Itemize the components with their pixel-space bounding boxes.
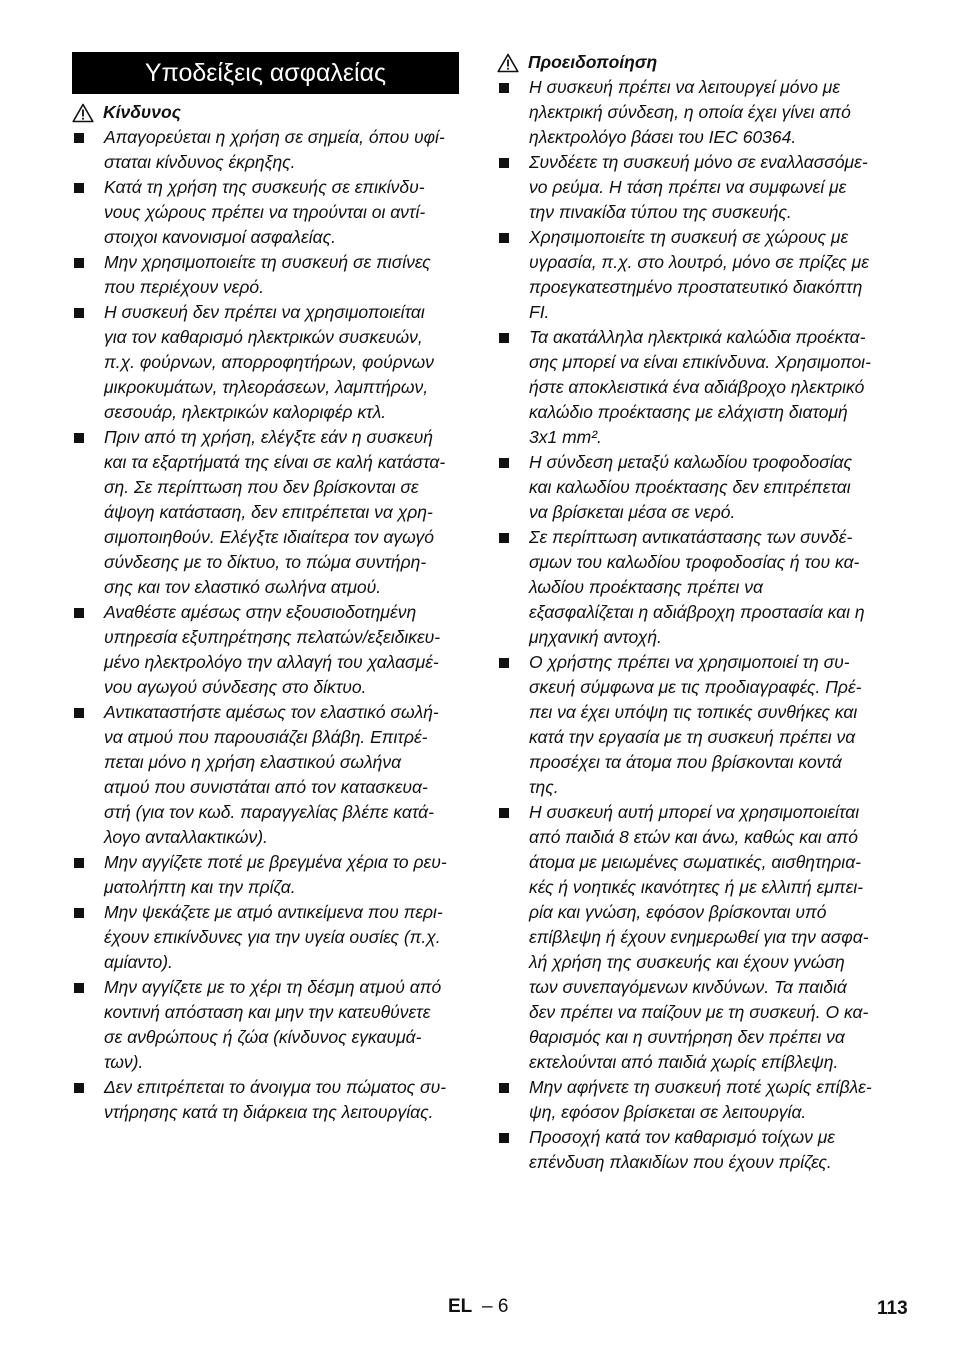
list-item-line: από παιδιά 8 ετών και άνω, καθώς και από [529,827,858,847]
list-item-line: Η συσκευή δεν πρέπει να χρησιμοποιείται [104,302,425,322]
list-item-line: Μην αφήνετε τη συσκευή ποτέ χωρίς επίβλε- [529,1077,872,1097]
list-item-line: προσέχει τα άτομα που βρίσκονται κοντά [529,752,842,772]
list-item [497,1125,889,1175]
danger-heading [72,100,459,125]
list-item-line: νους χώρους πρέπει να τηρούνται οι αντί- [104,202,426,222]
list-item [497,225,889,325]
list-item-line: που περιέχουν νερό. [104,277,264,297]
list-item-line: Συνδέετε τη συσκευή μόνο σε εναλλασσόμε- [529,152,868,172]
list-item-line: σιμοποιηθούν. Ελέγξτε ιδιαίτερα τον αγωγό [104,527,434,547]
square-bullet-icon [499,458,509,468]
list-item-line: FI. [529,302,550,322]
square-bullet-icon [74,1083,84,1093]
list-item-line: εξασφαλίζεται η αδιάβροχη προστασία και η [529,602,865,622]
list-item-line: Η συσκευή αυτή μπορεί να χρησιμοποιείται [529,802,860,822]
list-item-line: επένδυση πλακιδίων που έχουν πρίζες. [529,1152,832,1172]
list-item-line: έχουν επικίνδυνες για την υγεία ουσίες (π.χ. [104,927,441,947]
list-item-line: Πριν από τη χρήση, ελέγξτε εάν η συσκευή [104,427,433,447]
square-bullet-icon [74,608,84,618]
list-item-line: άτομα με μειωμένες σωματικές, αισθητηρια- [529,852,861,872]
warning-triangle-icon [497,53,519,73]
list-item-line: σε ανθρώπους ή ζώα (κίνδυνος εγκαυμά- [104,1027,422,1047]
list-item [72,425,459,600]
list-item-line: σύνδεσης με το δίκτυο, το πώμα συντήρη- [104,552,427,572]
list-item [72,1075,459,1125]
list-item-line: ήστε αποκλειστικά ένα αδιάβροχο ηλεκτρικό [529,377,865,397]
list-item-line: Η συσκευή πρέπει να λειτουργεί μόνο με [529,77,841,97]
square-bullet-icon [74,258,84,268]
list-item [72,250,459,300]
list-item-line: ντήρησης κατά τη διάρκεια της λειτουργίας. [104,1102,434,1122]
square-bullet-icon [74,308,84,318]
list-item-line: Ο χρήστης πρέπει να χρησιμοποιεί τη συ- [529,652,850,672]
warning-label: Προειδοποίηση [528,52,658,72]
square-bullet-icon [499,158,509,168]
list-item [72,975,459,1075]
list-item-line: π.χ. φούρνων, απορροφητήρων, φούρνων [104,352,434,372]
list-item-line: Προσοχή κατά τον καθαρισμό τοίχων με [529,1127,835,1147]
list-item [72,125,459,175]
footer-language-code: EL [448,1296,473,1317]
list-item [497,800,889,1075]
list-item [72,700,459,850]
list-item-line: επίβλεψη ή έχουν ενημερωθεί για την ασφα- [529,927,869,947]
list-item-line: Σε περίπτωση αντικατάστασης των συνδέ- [529,527,853,547]
list-item-line: υπηρεσία εξυπηρέτησης πελατών/εξειδικευ- [104,627,441,647]
list-item-line: να βρίσκεται μέσα σε νερό. [529,502,736,522]
list-item-line: ηλεκτρική σύνδεση, η οποία έχει γίνει από [529,102,851,122]
list-item-line: δεν πρέπει να παίζουν με τη συσκευή. Ο κα- [529,1002,869,1022]
left-column [72,50,459,1125]
list-item-line: Τα ακατάλληλα ηλεκτρικά καλώδια προέκτα- [529,327,866,347]
list-item [72,900,459,975]
list-item-line: Η σύνδεση μεταξύ καλωδίου τροφοδοσίας [529,452,853,472]
list-item-line: ατμού που συνιστάται από τον κατασκευα- [104,777,428,797]
list-item-line: σταται κίνδυνος έκρηξης. [104,152,296,172]
square-bullet-icon [74,133,84,143]
list-item-line: στή (για τον κωδ. παραγγελίας βλέπε κατά- [104,802,434,822]
list-item-line: της. [529,777,559,797]
list-item-line: και τα εξαρτήματά της είναι σε καλή κατάστα- [104,452,446,472]
danger-label: Κίνδυνος [103,102,181,122]
list-item-line: για τον καθαρισμό ηλεκτρικών συσκευών, [104,327,423,347]
list-item-line: σκευή σύμφωνα με τις προδιαγραφές. Πρέ- [529,677,862,697]
list-item-line: Απαγορεύεται η χρήση σε σημεία, όπου υφί- [104,127,445,147]
list-item-line: σης και τον ελαστικό σωλήνα ατμού. [104,577,382,597]
list-item-line: νου αγωγού σύνδεσης στο δίκτυο. [104,677,367,697]
list-item-line: λωδίου προέκτασης πρέπει να [529,577,763,597]
square-bullet-icon [499,233,509,243]
square-bullet-icon [499,658,509,668]
list-item [72,175,459,250]
list-item-line: ση. Σε περίπτωση που δεν βρίσκονται σε [104,477,419,497]
square-bullet-icon [74,858,84,868]
list-item-line: αμίαντο). [104,952,173,972]
square-bullet-icon [499,533,509,543]
list-item-line: προεγκατεστημένο προστατευτικό διακόπτη [529,277,863,297]
list-item [497,1075,889,1125]
list-item-line: Μην αγγίζετε με το χέρι τη δέσμη ατμού από [104,977,442,997]
square-bullet-icon [74,708,84,718]
list-item-line: νο ρεύμα. Η τάση πρέπει να συμφωνεί με [529,177,847,197]
list-item-line: ψη, εφόσον βρίσκεται σε λειτουργία. [529,1102,807,1122]
list-item-line: σμων του καλωδίου τροφοδοσίας ή του κα- [529,552,860,572]
list-item-line: ρία και γνώση, εφόσον βρίσκονται υπό [529,902,827,922]
list-item-line: να ατμού που παρουσιάζει βλάβη. Επιτρέ- [104,727,428,747]
list-item [497,325,889,450]
square-bullet-icon [499,1083,509,1093]
list-item-line: υγρασία, π.χ. στο λουτρό, μόνο σε πρίζες με [529,252,869,272]
square-bullet-icon [74,908,84,918]
list-item-line: κατά την εργασία με τη συσκευή πρέπει να [529,727,856,747]
square-bullet-icon [74,183,84,193]
list-item-line: ματολήπτη και την πρίζα. [104,877,296,897]
warning-triangle-icon [72,103,94,123]
list-item [497,75,889,150]
list-item-line: εκτελούνται από παιδιά χωρίς επίβλεψη. [529,1052,839,1072]
list-item [497,525,889,650]
list-item-line: σης μπορεί να είναι επικίνδυνα. Χρησιμοποι- [529,352,871,372]
list-item-line: πεται μόνο η χρήση ελαστικού σωλήνα [104,752,402,772]
list-item-line: κοντινή απόσταση και μην την κατευθύνετε [104,1002,431,1022]
square-bullet-icon [499,333,509,343]
right-column [497,50,889,1175]
list-item-line: Μην αγγίζετε ποτέ με βρεγμένα χέρια το ρευ- [104,852,447,872]
list-item-line: ηλεκτρολόγο βάσει του IEC 60364. [529,127,797,147]
list-item-line: σεσουάρ, ηλεκτρικών καλοριφέρ κτλ. [104,402,387,422]
warning-list [497,75,889,1175]
list-item [497,150,889,225]
list-item-line: λογο ανταλλακτικών). [104,827,268,847]
square-bullet-icon [499,83,509,93]
footer-section-page: – 6 [482,1296,509,1317]
list-item-line: Δεν επιτρέπεται το άνοιγμα του πώματος συ- [104,1077,447,1097]
square-bullet-icon [499,808,509,818]
list-item-line: κές ή νοητικές ικανότητες ή με ελλιπή εμπει- [529,877,864,897]
list-item [497,450,889,525]
list-item [497,650,889,800]
danger-list [72,125,459,1125]
list-item-line: Αναθέστε αμέσως στην εξουσιοδοτημένη [104,602,417,622]
list-item [72,850,459,900]
list-item-line: 3x1 mm². [529,427,602,447]
list-item-line: Μην χρησιμοποιείτε τη συσκευή σε πισίνες [104,252,431,272]
square-bullet-icon [74,433,84,443]
page-number: 113 [877,1298,908,1319]
warning-heading [497,50,889,75]
list-item-line: στοιχοι κανονισμοί ασφαλείας. [104,227,336,247]
list-item-line: λή χρήση της συσκευής και έχουν γνώση [529,952,845,972]
list-item [72,600,459,700]
square-bullet-icon [74,983,84,993]
list-item-line: άψογη κατάσταση, δεν επιτρέπεται να χρη- [104,502,433,522]
list-item-line: την πινακίδα τύπου της συσκευής. [529,202,792,222]
square-bullet-icon [499,1133,509,1143]
list-item-line: καλώδιο προέκτασης με ελάχιστη διατομή [529,402,848,422]
list-item-line: θαρισμός και η συντήρηση δεν πρέπει να [529,1027,845,1047]
list-item-line: των). [104,1052,144,1072]
list-item-line: Αντικαταστήστε αμέσως τον ελαστικό σωλή- [104,702,439,722]
list-item-line: Χρησιμοποιείτε τη συσκευή σε χώρους με [529,227,849,247]
list-item-line: των συνεπαγόμενων κινδύνων. Τα παιδιά [529,977,847,997]
list-item-line: πει να έχει υπόψη τις τοπικές συνθήκες και [529,702,858,722]
section-title: Υποδείξεις ασφαλείας [72,52,459,94]
list-item-line: μικροκυμάτων, τηλεοράσεων, λαμπτήρων, [104,377,429,397]
list-item-line: και καλωδίου προέκτασης δεν επιτρέπεται [529,477,851,497]
list-item-line: Μην ψεκάζετε με ατμό αντικείμενα που περι- [104,902,443,922]
list-item-line: Κατά τη χρήση της συσκευής σε επικίνδυ- [104,177,425,197]
list-item-line: μηχανική αντοχή. [529,627,662,647]
list-item [72,300,459,425]
list-item-line: μένο ηλεκτρολόγο την αλλαγή του χαλασμέ- [104,652,439,672]
